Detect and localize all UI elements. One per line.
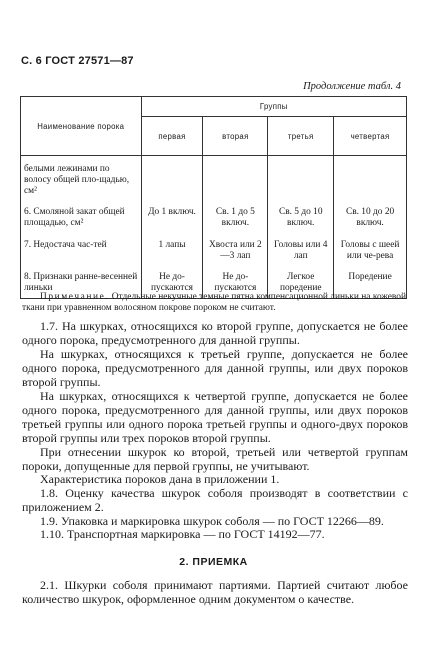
row-cell [334, 156, 407, 198]
note-label: Примечание. [40, 292, 110, 302]
column-header-groups: Группы [141, 97, 406, 117]
row-name: белыми лежинами по волосу общей пло-щадью, см² [21, 156, 142, 198]
row-cell [203, 156, 268, 198]
row-cell: Св. 5 до 10 включ. [268, 197, 334, 229]
row-name: 8. Признаки ранне-весенней линьки [21, 262, 142, 299]
column-header-group-2: вторая [203, 117, 268, 156]
row-cell: Головы с шеей или че-рева [334, 229, 407, 262]
paragraph: 1.8. Оценку качества шкурок соболя производят в соответствии с приложением 2. [22, 486, 408, 514]
row-cell: До 1 включ. [141, 197, 203, 229]
row-cell: Не до-пускаются [203, 262, 268, 299]
note-text: Отдельные некучные темные пятна компенсационной линьки на кожевой ткани при уравненном волосяном покрове пороком не считают. [22, 292, 406, 313]
row-cell: 1 лапы [141, 229, 203, 262]
row-cell: Хвоста или 2—3 лап [203, 229, 268, 262]
row-name: 6. Смоляной закат общей площадью, см² [21, 197, 142, 229]
row-cell: Не до-пускаются [141, 262, 203, 299]
row-cell: Св. 1 до 5 включ. [203, 197, 268, 229]
paragraph: 1.7. На шкурках, относящихся ко второй группе, допускается не более одного порока, предусмотренного для данной группы. [22, 319, 408, 347]
paragraph: 2.1. Шкурки соболя принимают партиями. Партией считают любое количество шкурок, оформленное одним документом о качестве. [22, 578, 408, 606]
page-header: С. 6 ГОСТ 27571—87 [21, 55, 134, 67]
row-cell: Легкое поредение [268, 262, 334, 299]
defects-table [20, 96, 407, 299]
table-row [21, 197, 407, 229]
table-row [21, 229, 407, 262]
table-continuation-label: Продолжение табл. 4 [303, 81, 401, 92]
section-title: 2. ПРИЕМКА [179, 556, 248, 568]
row-cell [268, 156, 334, 198]
column-header-group-1: первая [141, 117, 203, 156]
row-name: 7. Недостача час-тей [21, 229, 142, 262]
row-cell: Головы или 4 лап [268, 229, 334, 262]
table-row [21, 156, 407, 198]
paragraph: На шкурках, относящихся к четвертой группе, допускается не более одного порока, предусмотренного для данной группы, или двух пороков третьей группы или одного порока третьей группы и одного-двух пороков второй группы или трех пороков второй группы. [22, 389, 408, 445]
column-header-group-3: третья [268, 117, 334, 156]
paragraph: На шкурках, относящихся к третьей группе, допускается не более одного порока, предусмотренного для данной группы, или двух пороков второй группы. [22, 347, 408, 389]
row-cell: Поредение [334, 262, 407, 299]
paragraph: 1.10. Транспортная маркировка — по ГОСТ 14192—77. [40, 527, 325, 541]
paragraph: Характеристика пороков дана в приложении 1. [40, 472, 280, 486]
column-header-group-4: четвертая [334, 117, 407, 156]
paragraph: При отнесении шкурок ко второй, третьей или четвертой группам пороки, допущенные для первой группы, не учитывают. [22, 445, 408, 473]
row-cell: Св. 10 до 20 включ. [334, 197, 407, 229]
column-header-name: Наименование порока [21, 97, 142, 156]
paragraph: 1.9. Упаковка и маркировка шкурок соболя — по ГОСТ 12266—89. [40, 514, 384, 528]
table-note [22, 292, 406, 314]
row-cell [141, 156, 203, 198]
